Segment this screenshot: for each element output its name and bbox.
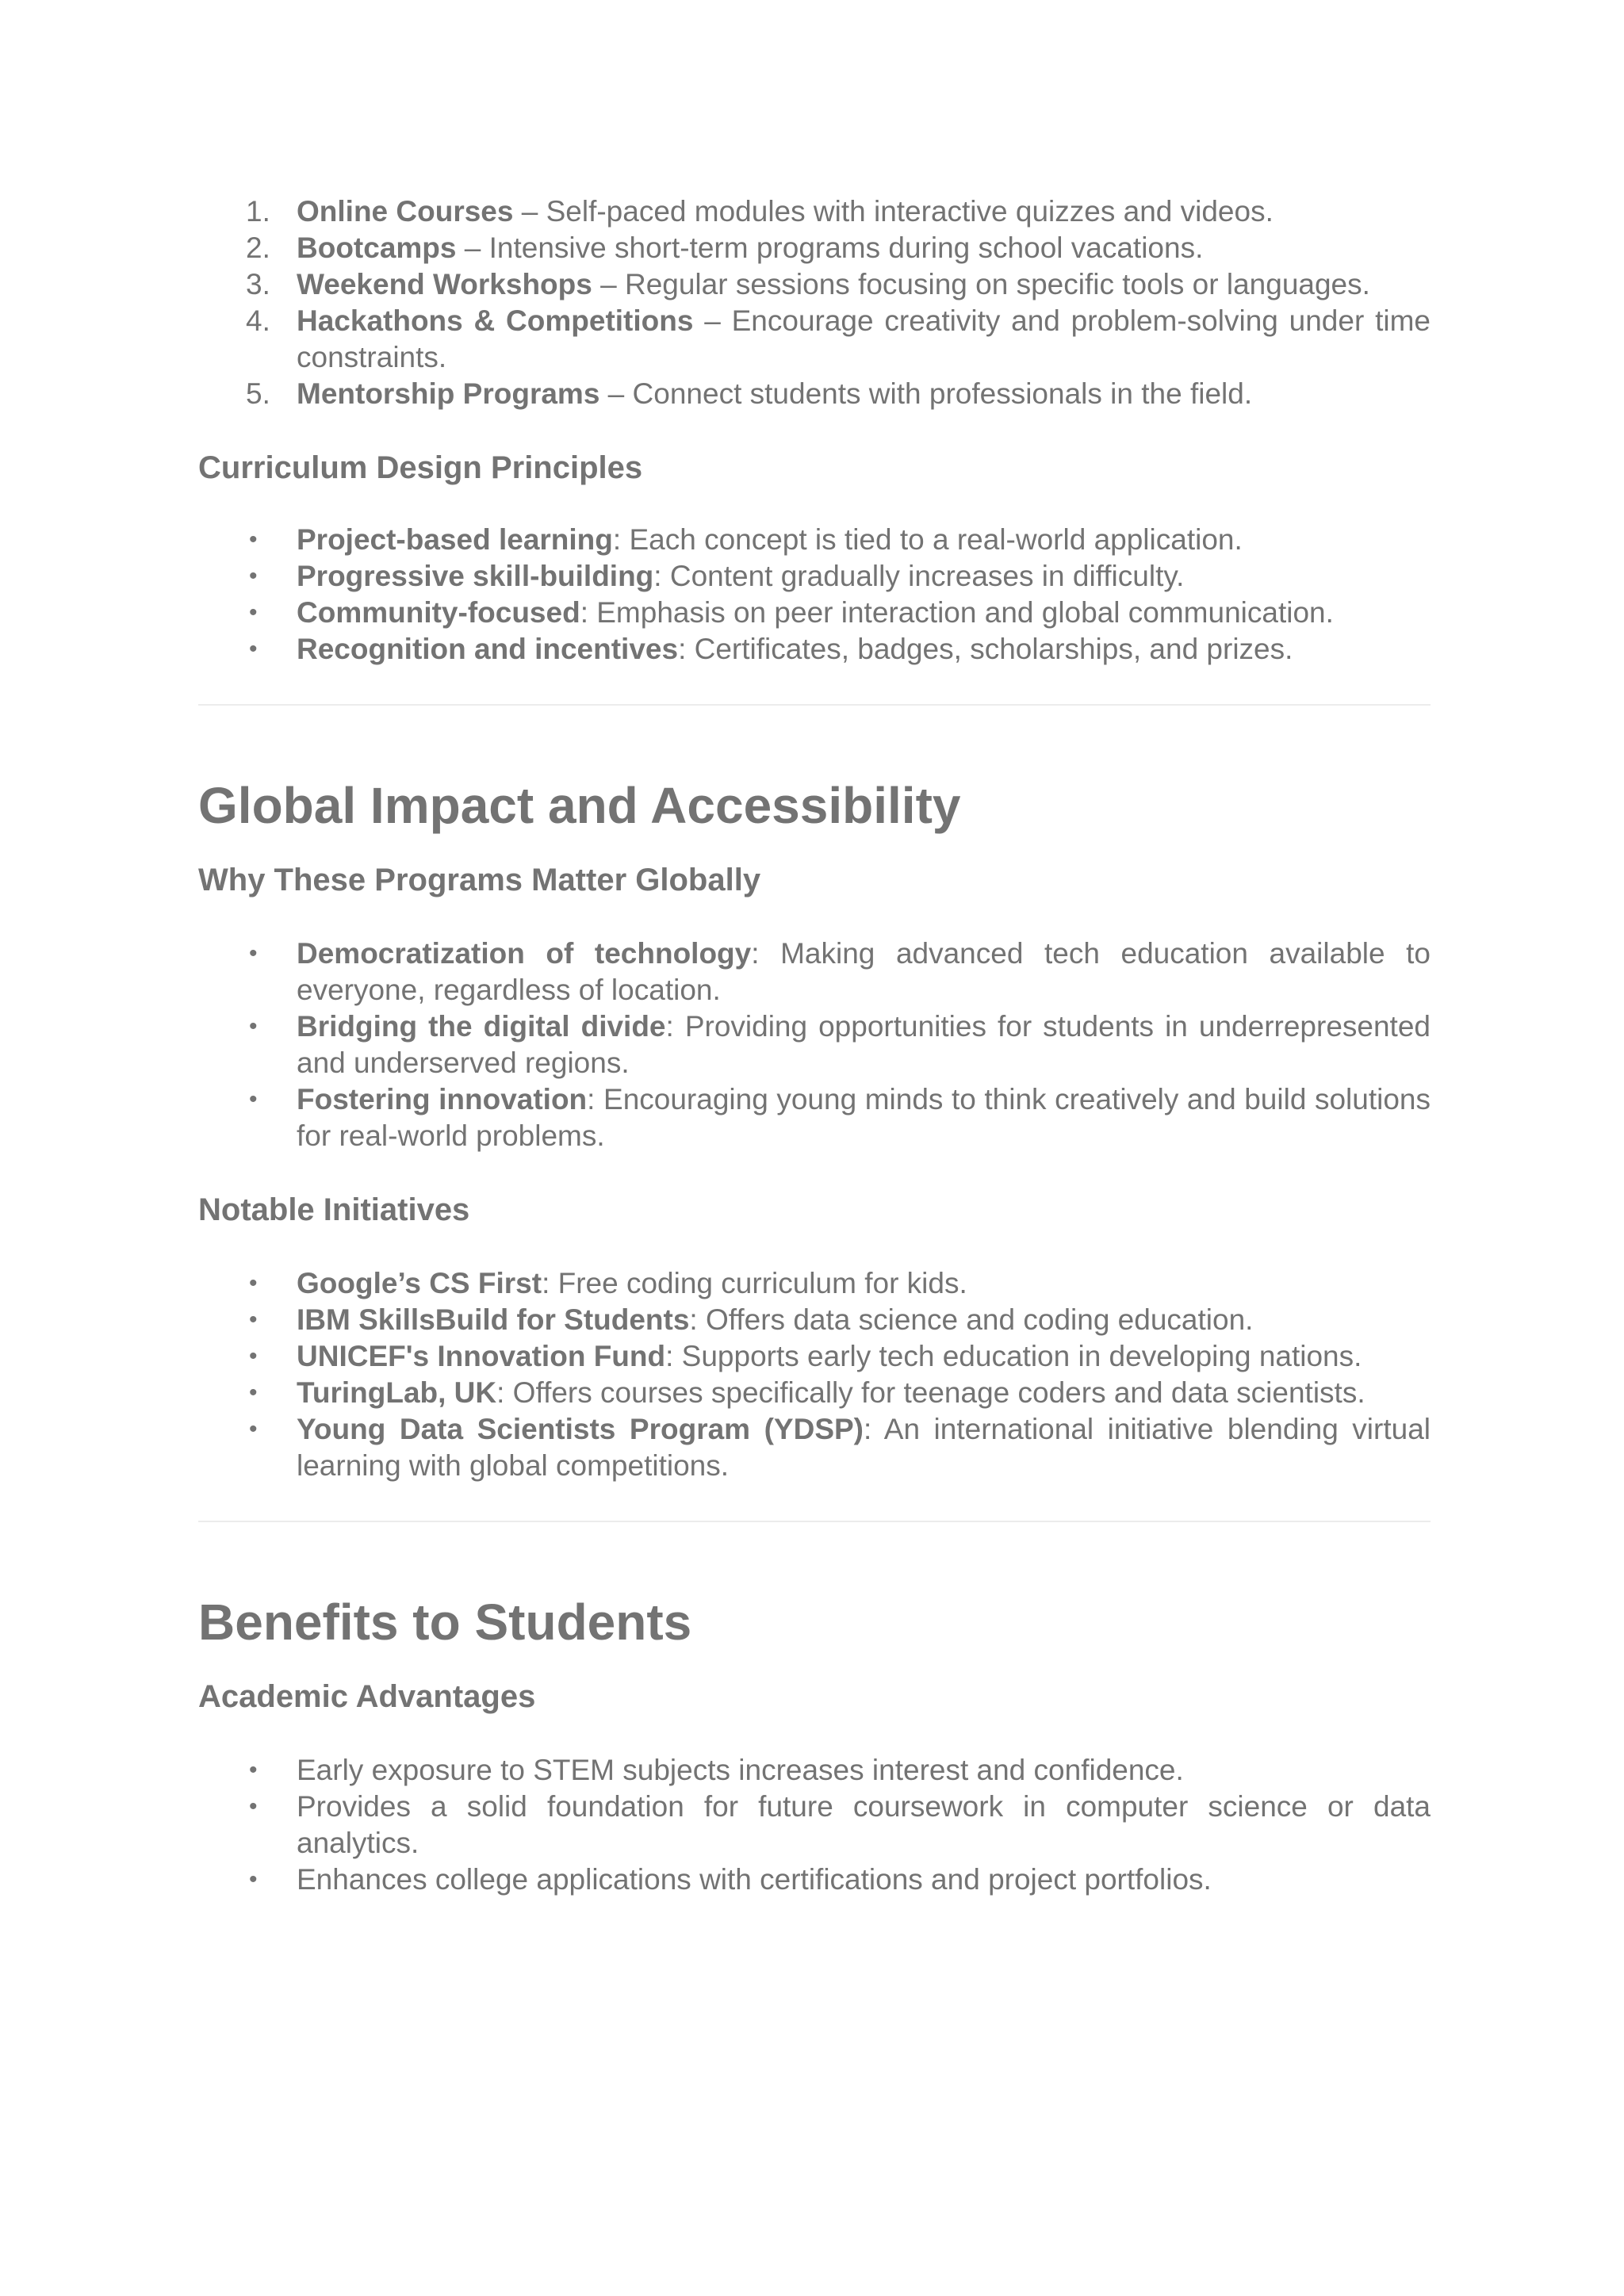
item-text: – Connect students with professionals in the field. <box>599 377 1253 410</box>
section-divider <box>198 1521 1431 1522</box>
item-term: Fostering innovation <box>297 1083 588 1115</box>
bullet-icon: • <box>249 940 258 966</box>
item-term: IBM SkillsBuild for Students <box>297 1303 690 1336</box>
list-number: 3. <box>246 268 270 300</box>
academic-advantages-list <box>198 1752 1431 1898</box>
item-term: Recognition and incentives <box>297 633 679 665</box>
item-text: – Encourage creativity and problem-solving under time constraints. <box>297 304 1431 373</box>
item-term: TuringLab, UK <box>297 1376 497 1409</box>
list-item <box>198 1789 1431 1862</box>
bullet-icon: • <box>249 1380 258 1406</box>
bullet-icon: • <box>249 599 258 626</box>
why-programs-heading: Why These Programs Matter Globally <box>198 863 761 897</box>
item-text: : Each concept is tied to a real-world application. <box>612 523 1243 556</box>
list-item <box>198 1081 1431 1154</box>
item-term: Mentorship Programs <box>297 377 600 410</box>
section-divider <box>198 704 1431 706</box>
curriculum-list <box>198 522 1431 668</box>
list-item <box>198 595 1431 631</box>
list-item <box>198 1752 1431 1789</box>
curriculum-heading: Curriculum Design Principles <box>198 450 643 485</box>
item-text: – Self-paced modules with interactive quizzes and videos. <box>513 195 1274 228</box>
item-term: Project-based learning <box>297 523 613 556</box>
list-item <box>198 522 1431 558</box>
bullet-icon: • <box>249 1866 258 1892</box>
list-item <box>198 303 1431 376</box>
item-text: : Offers courses specifically for teenage coders and data scientists. <box>496 1376 1365 1409</box>
bullet-icon: • <box>249 636 258 662</box>
document-page <box>198 193 1431 1898</box>
item-text: : An international initiative blending virtual learning with global competitions. <box>297 1413 1431 1482</box>
global-impact-title: Global Impact and Accessibility <box>198 777 961 834</box>
list-number: 4. <box>246 304 270 337</box>
bullet-icon: • <box>249 1757 258 1783</box>
item-term: Weekend Workshops <box>297 268 592 300</box>
item-text: Provides a solid foundation for future coursework in computer science or data analytics. <box>297 1790 1431 1859</box>
list-item <box>198 1411 1431 1484</box>
item-term: Bootcamps <box>297 232 457 264</box>
item-term: Google’s CS First <box>297 1267 542 1299</box>
list-item <box>198 631 1431 668</box>
list-item <box>198 230 1431 266</box>
list-item <box>198 1375 1431 1411</box>
item-term: Hackathons & Competitions <box>297 304 694 337</box>
list-item <box>198 1265 1431 1302</box>
item-text: Early exposure to STEM subjects increases interest and confidence. <box>297 1754 1184 1786</box>
item-text: : Free coding curriculum for kids. <box>542 1267 967 1299</box>
bullet-icon: • <box>249 1343 258 1369</box>
item-term: UNICEF's Innovation Fund <box>297 1340 666 1372</box>
bullet-icon: • <box>249 526 258 553</box>
item-text: : Supports early tech education in developing nations. <box>665 1340 1362 1372</box>
item-term: Online Courses <box>297 195 514 228</box>
bullet-icon: • <box>249 563 258 589</box>
why-programs-list <box>198 936 1431 1154</box>
list-item <box>198 936 1431 1008</box>
notable-initiatives-heading: Notable Initiatives <box>198 1192 470 1227</box>
item-text: : Encouraging young minds to think creatively and build solutions for real-world problems. <box>297 1083 1431 1152</box>
item-text: : Making advanced tech education available to everyone, regardless of location. <box>297 937 1431 1006</box>
list-item <box>198 1862 1431 1898</box>
item-text: – Regular sessions focusing on specific tools or languages. <box>592 268 1370 300</box>
bullet-icon: • <box>249 1307 258 1333</box>
item-text: : Content gradually increases in difficulty. <box>653 560 1185 592</box>
list-item <box>198 558 1431 595</box>
item-term: Bridging the digital divide <box>297 1010 666 1043</box>
item-term: Progressive skill-building <box>297 560 654 592</box>
list-item <box>198 1302 1431 1338</box>
list-item <box>198 193 1431 230</box>
benefits-title: Benefits to Students <box>198 1594 692 1651</box>
bullet-icon: • <box>249 1270 258 1296</box>
initiatives-list <box>198 1265 1431 1484</box>
item-text: – Intensive short-term programs during school vacations. <box>456 232 1204 264</box>
list-item <box>198 1338 1431 1375</box>
item-term: Young Data Scientists Program (YDSP) <box>297 1413 864 1445</box>
list-number: 2. <box>246 232 270 264</box>
academic-advantages-heading: Academic Advantages <box>198 1679 536 1714</box>
bullet-icon: • <box>249 1416 258 1442</box>
list-item <box>198 266 1431 303</box>
bullet-icon: • <box>249 1013 258 1039</box>
item-text: Enhances college applications with certifications and project portfolios. <box>297 1863 1212 1896</box>
item-text: : Emphasis on peer interaction and global communication. <box>580 596 1334 629</box>
list-number: 5. <box>246 377 270 410</box>
item-term: Community-focused <box>297 596 580 629</box>
program-formats-list <box>198 193 1431 412</box>
list-item <box>198 1008 1431 1081</box>
list-item <box>198 376 1431 412</box>
item-term: Democratization of technology <box>297 937 752 970</box>
item-text: : Offers data science and coding education. <box>689 1303 1254 1336</box>
list-number: 1. <box>246 195 270 228</box>
bullet-icon: • <box>249 1086 258 1112</box>
item-text: : Certificates, badges, scholarships, and prizes. <box>678 633 1293 665</box>
bullet-icon: • <box>249 1793 258 1820</box>
item-text: : Providing opportunities for students in underrepresented and underserved regions. <box>297 1010 1431 1079</box>
